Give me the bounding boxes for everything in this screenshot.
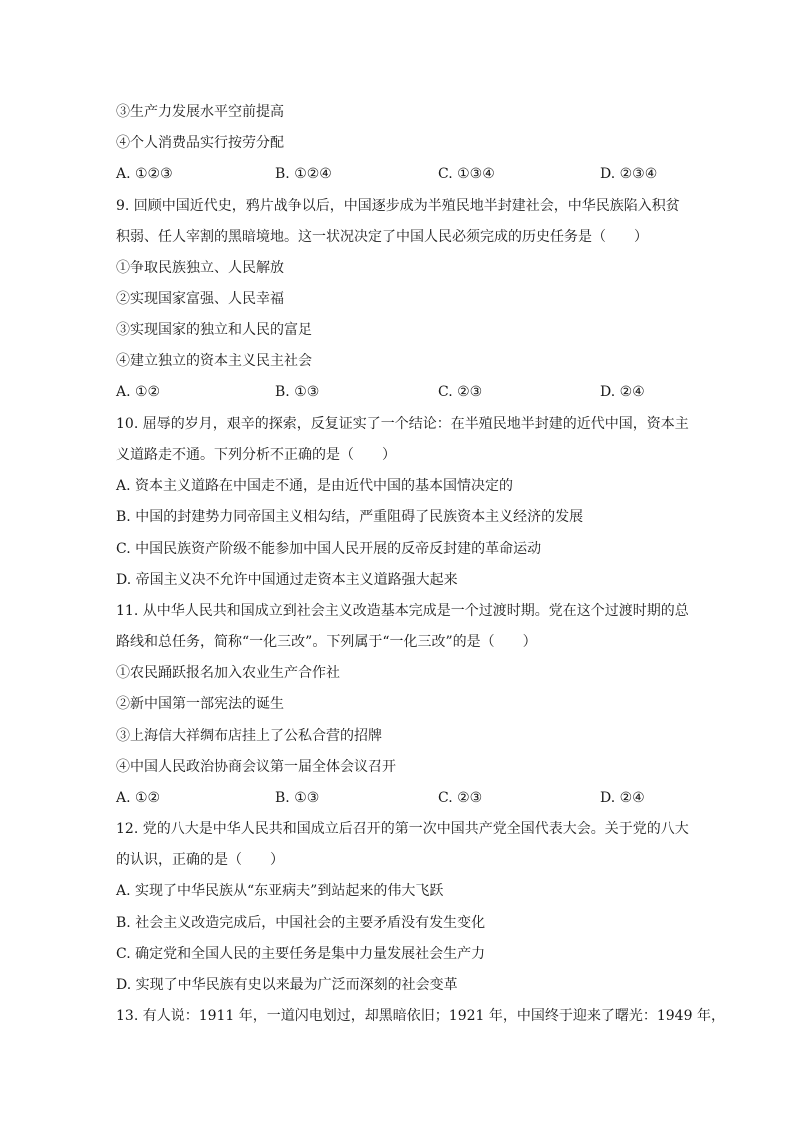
option-a: A. ①②③ — [116, 166, 173, 182]
q9-item-1: ①争取民族独立、人民解放 — [116, 260, 284, 276]
q9-stem-line-1: 9. 回顾中国近代史，鸦片战争以后，中国逐步成为半殖民地半封建社会，中华民族陷入积贫 — [116, 198, 680, 214]
option-b: B. ①③ — [275, 790, 320, 806]
q11-item-1: ①农民踊跃报名加入农业生产合作社 — [116, 665, 340, 681]
q11-item-2: ②新中国第一部宪法的诞生 — [116, 696, 284, 712]
q10-choice-d: D. 帝国主义决不允许中国通过走资本主义道路强大起来 — [116, 572, 458, 588]
prev-item-3: ③生产力发展水平空前提高 — [116, 104, 284, 120]
q12-choice-b: B. 社会主义改造完成后，中国社会的主要矛盾没有发生变化 — [116, 915, 486, 931]
option-d: D. ②③④ — [600, 166, 658, 182]
q11-item-4: ④中国人民政治协商会议第一届全体会议召开 — [116, 759, 396, 775]
option-b: B. ①③ — [275, 384, 320, 400]
q9-stem-line-2: 积弱、任人宰割的黑暗境地。这一状况决定了中国人民必须完成的历史任务是（ ） — [116, 229, 648, 245]
q12-stem-line-1: 12. 党的八大是中华人民共和国成立后召开的第一次中国共产党全国代表大会。关于党的八大 — [116, 821, 689, 837]
q13-stem-line-1: 13. 有人说：1911 年，一道闪电划过，却黑暗依旧；1921 年，中国终于迎来了曙光：1949 年， — [116, 1008, 725, 1024]
q11-item-3: ③上海信大祥绸布店挂上了公私合营的招牌 — [116, 728, 382, 744]
q11-stem-line-2: 路线和总任务，简称“一化三改”。下列属于“一化三改”的是（ ） — [116, 634, 537, 650]
q10-stem-line-1: 10. 屈辱的岁月，艰辛的探索，反复证实了一个结论：在半殖民地半封建的近代中国，资本主 — [116, 416, 689, 432]
q9-item-3: ③实现国家的独立和人民的富足 — [116, 322, 312, 338]
prev-options-row — [116, 164, 682, 184]
q9-item-2: ②实现国家富强、人民幸福 — [116, 291, 284, 307]
option-a: A. ①② — [116, 790, 161, 806]
option-b: B. ①②④ — [275, 166, 332, 182]
option-c: C. ①③④ — [438, 166, 495, 182]
q11-options-row — [116, 788, 682, 808]
q12-choice-a: A. 实现了中华民族从“东亚病夫”到站起来的伟大飞跃 — [116, 883, 444, 899]
q11-stem-line-1: 11. 从中华人民共和国成立到社会主义改造基本完成是一个过渡时期。党在这个过渡时期的总 — [116, 603, 689, 619]
q10-choice-a: A. 资本主义道路在中国走不通，是由近代中国的基本国情决定的 — [116, 478, 514, 494]
option-c: C. ②③ — [438, 790, 483, 806]
q10-choice-b: B. 中国的封建势力同帝国主义相勾结，严重阻碍了民族资本主义经济的发展 — [116, 509, 584, 525]
option-a: A. ①② — [116, 384, 161, 400]
prev-item-4: ④个人消费品实行按劳分配 — [116, 135, 284, 151]
option-d: D. ②④ — [600, 384, 645, 400]
q12-stem-line-2: 的认识，正确的是（ ） — [116, 852, 284, 868]
q9-options-row — [116, 382, 682, 402]
option-d: D. ②④ — [600, 790, 645, 806]
option-c: C. ②③ — [438, 384, 483, 400]
q10-stem-line-2: 义道路走不通。下列分析不正确的是（ ） — [116, 447, 396, 463]
q10-choice-c: C. 中国民族资产阶级不能参加中国人民开展的反帝反封建的革命运动 — [116, 541, 542, 557]
q12-choice-d: D. 实现了中华民族有史以来最为广泛而深刻的社会变革 — [116, 977, 458, 993]
q12-choice-c: C. 确定党和全国人民的主要任务是集中力量发展社会生产力 — [116, 946, 486, 962]
q9-item-4: ④建立独立的资本主义民主社会 — [116, 353, 312, 369]
